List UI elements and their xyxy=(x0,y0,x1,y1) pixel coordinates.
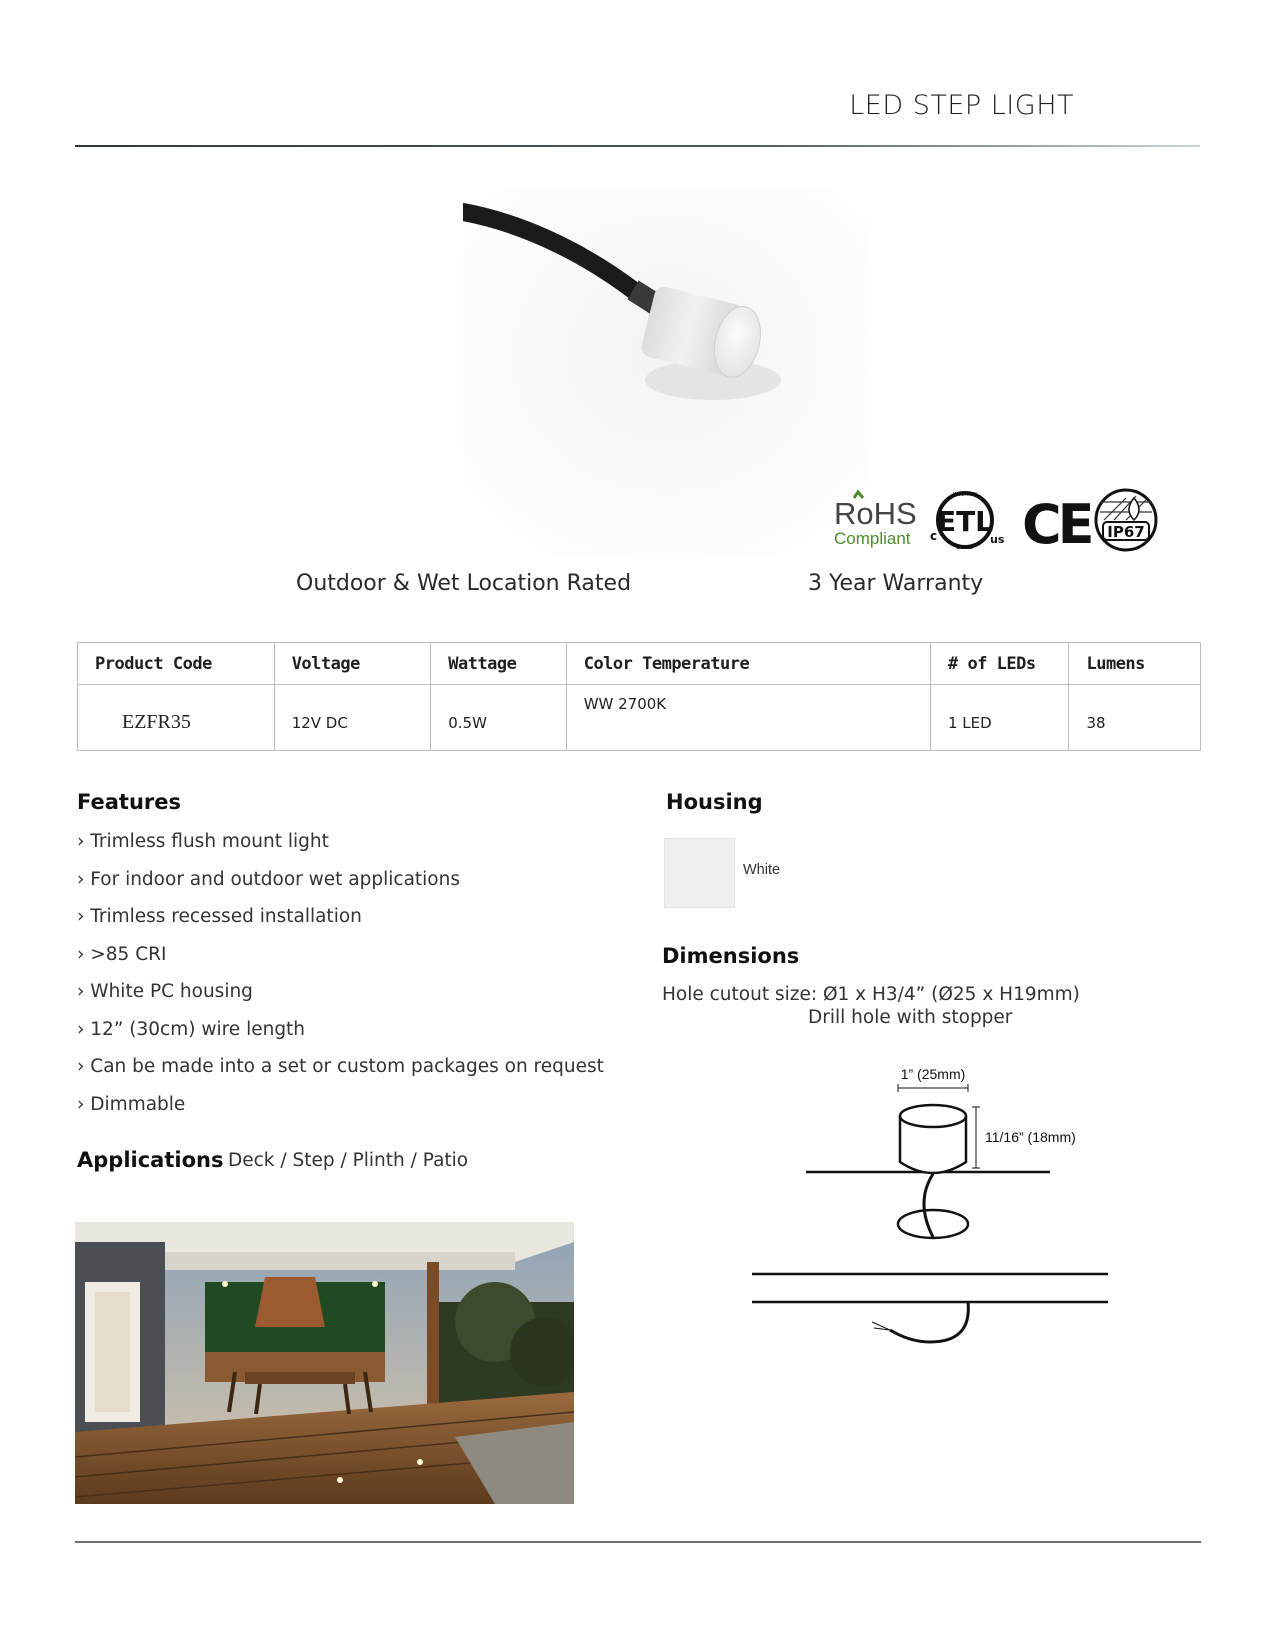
list-item: › Can be made into a set or custom packages on request xyxy=(77,1054,604,1092)
etl-logo xyxy=(930,492,1005,551)
housing-heading: Housing xyxy=(666,790,763,814)
list-item: › 12” (30cm) wire length xyxy=(77,1017,604,1055)
width-dimension-label: 1” (25mm) xyxy=(900,1066,966,1082)
header-divider xyxy=(75,145,1200,147)
rohs-compliant-text: Compliant xyxy=(834,529,911,548)
cell-led-count: 1 LED xyxy=(931,685,1069,751)
height-dimension-label: 11/16” (18mm) xyxy=(985,1129,1076,1145)
etl-top-text: INTERTEK xyxy=(952,492,978,498)
cell-wattage: 0.5W xyxy=(431,685,566,751)
header-product-code: Product Code xyxy=(78,643,275,685)
table-row xyxy=(78,685,1201,751)
header-led-count: # of LEDs xyxy=(931,643,1069,685)
footer-divider xyxy=(75,1541,1201,1543)
list-item: › Trimless flush mount light xyxy=(77,829,604,867)
ip67-logo xyxy=(1096,490,1156,550)
header-voltage: Voltage xyxy=(274,643,431,685)
rohs-logo xyxy=(834,492,917,548)
wet-location-tagline: Outdoor & Wet Location Rated xyxy=(296,571,632,596)
certification-logos xyxy=(834,488,1190,554)
drill-hole-note: Drill hole with stopper xyxy=(808,1007,1013,1028)
list-item: › Dimmable xyxy=(77,1092,604,1130)
etl-us-text: us xyxy=(990,533,1005,546)
list-item: › White PC housing xyxy=(77,979,604,1017)
header-wattage: Wattage xyxy=(431,643,566,685)
applications-heading: Applications xyxy=(77,1148,224,1172)
cell-lumens: 38 xyxy=(1069,685,1201,751)
cell-color-temperature: WW 2700K xyxy=(566,685,930,751)
hole-cutout-size: Hole cutout size: Ø1 x H3/4” (Ø25 x H19mm) xyxy=(662,984,1080,1005)
product-photo xyxy=(463,190,869,555)
housing-color-swatch xyxy=(664,838,735,908)
housing-color-label: White xyxy=(743,862,781,878)
applications-list: Deck / Step / Plinth / Patio xyxy=(228,1150,469,1171)
features-heading: Features xyxy=(77,790,181,814)
cell-product-code: EZFR35 xyxy=(78,685,275,751)
rohs-text: RoHS xyxy=(834,496,917,531)
list-item: › For indoor and outdoor wet applications xyxy=(77,867,604,905)
ce-mark: CE xyxy=(1022,493,1091,554)
list-item: › Trimless recessed installation xyxy=(77,904,604,942)
patio-photo xyxy=(75,1222,574,1504)
ip67-text: IP67 xyxy=(1107,523,1145,541)
spec-table xyxy=(77,642,1201,751)
dimension-diagram xyxy=(740,1062,1140,1352)
header-lumens: Lumens xyxy=(1069,643,1201,685)
dimensions-heading: Dimensions xyxy=(662,944,800,968)
spec-table-header-row xyxy=(78,643,1201,685)
list-item: › >85 CRI xyxy=(77,942,604,980)
header-color-temperature: Color Temperature xyxy=(566,643,930,685)
page-title: LED STEP LIGHT xyxy=(849,90,1074,121)
etl-c-text: c xyxy=(930,529,938,543)
features-list xyxy=(77,829,604,1129)
warranty-tagline: 3 Year Warranty xyxy=(808,571,984,596)
etl-bottom-text: LISTED xyxy=(956,545,974,551)
cell-voltage: 12V DC xyxy=(274,685,431,751)
etl-mark-text: ETL xyxy=(936,505,994,538)
